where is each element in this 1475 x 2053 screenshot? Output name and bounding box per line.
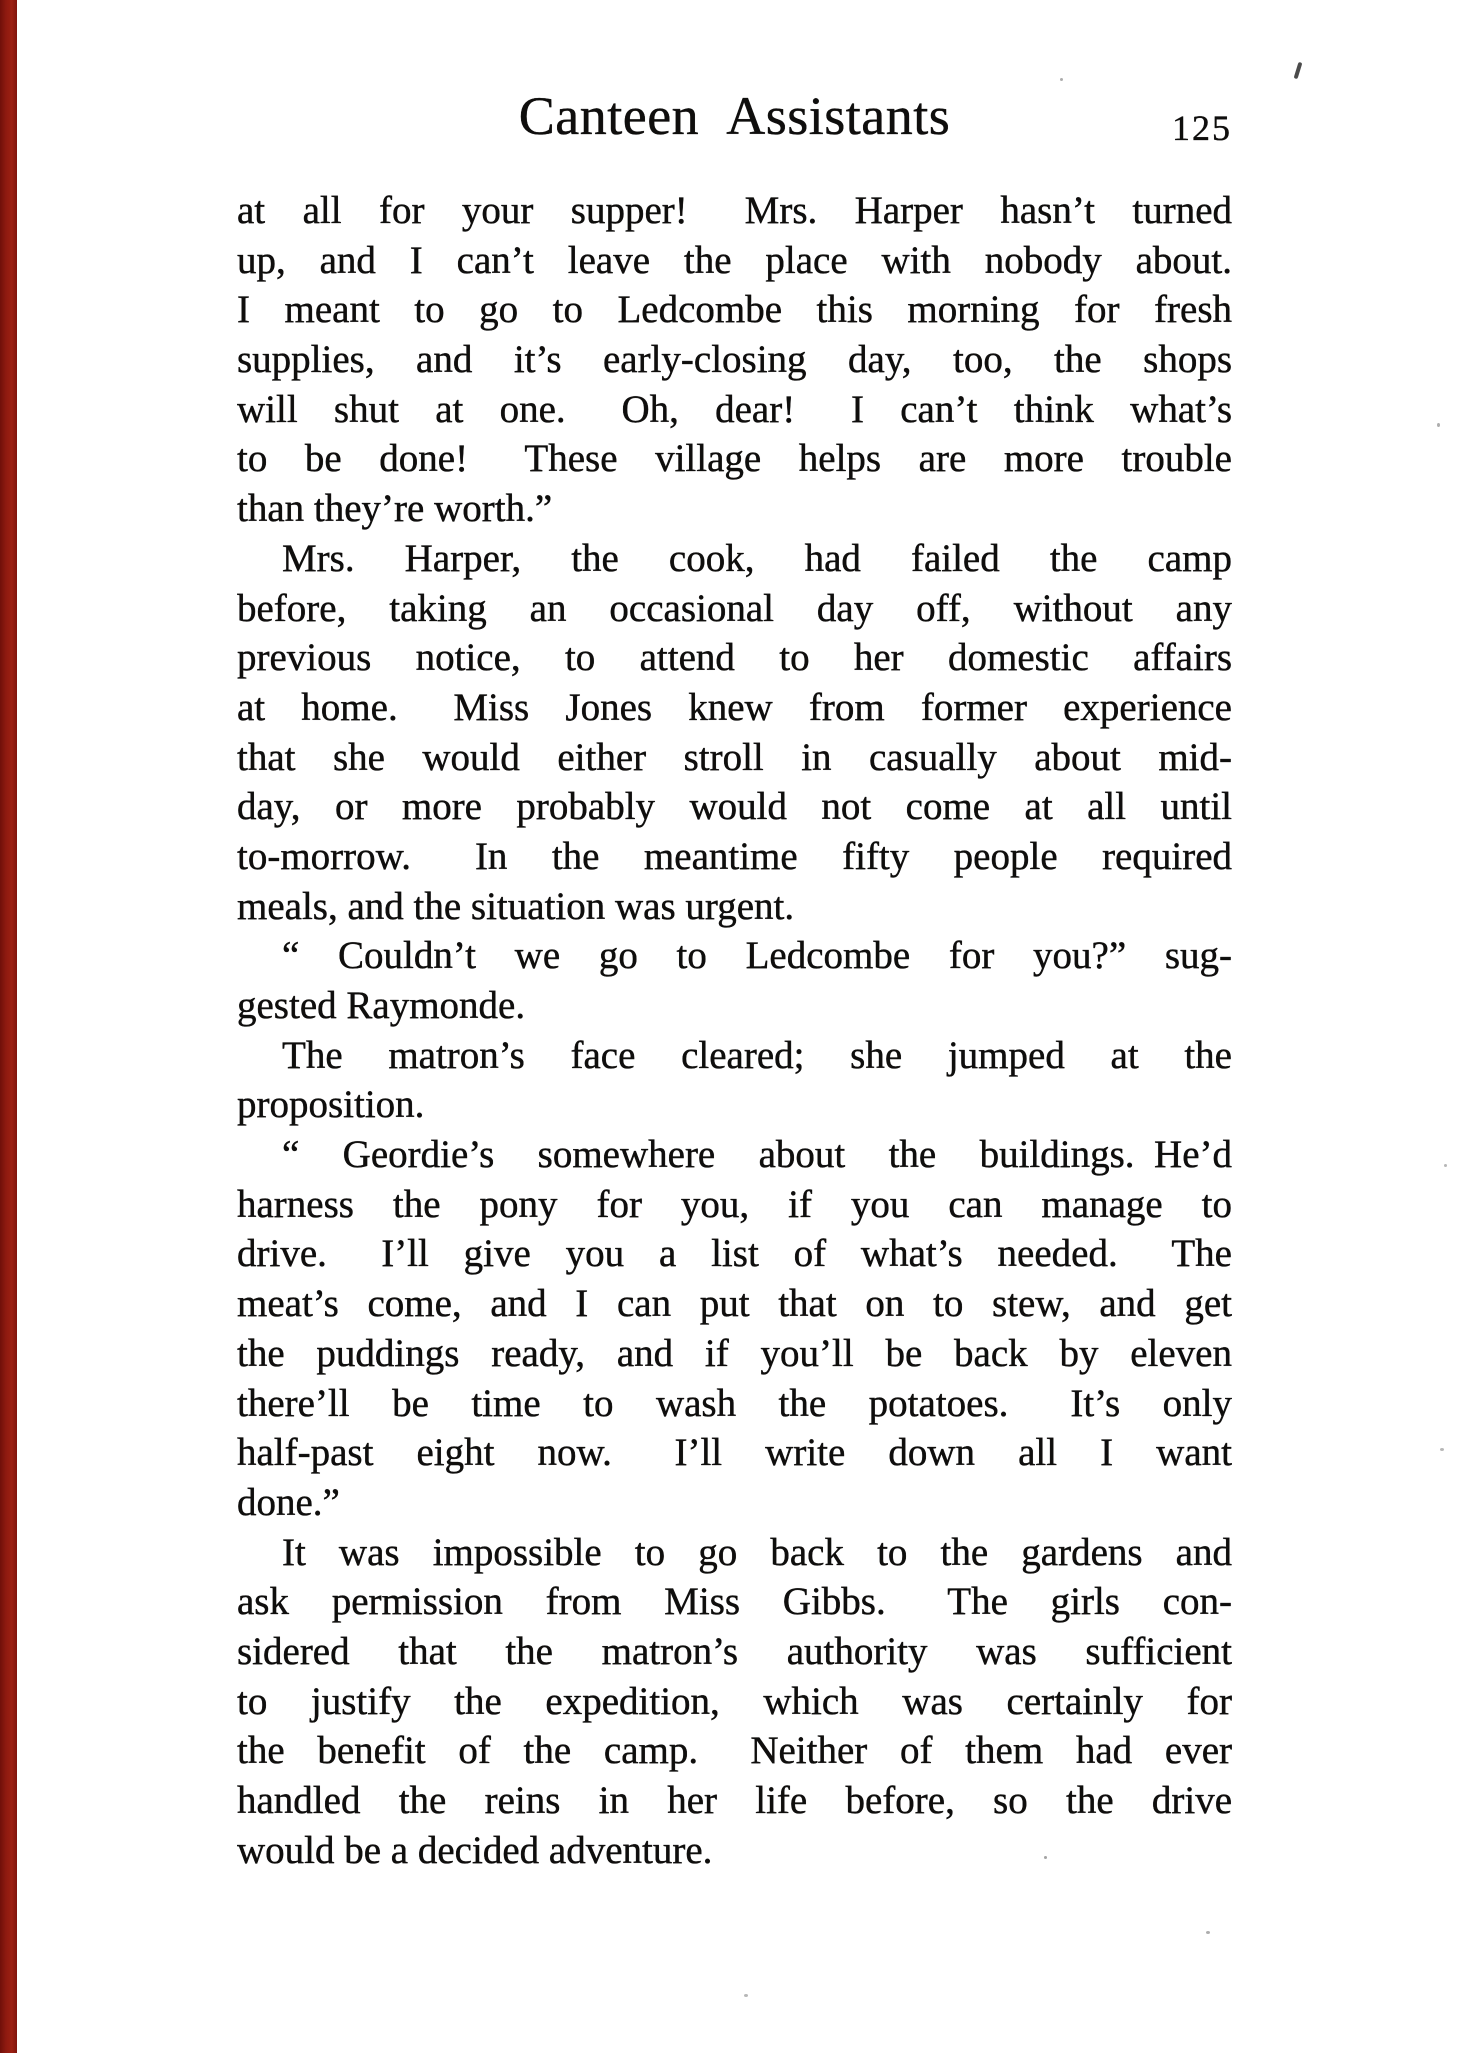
text-line: handled the reins in her life before, so the drive (237, 1779, 1232, 1822)
text-line: the puddings ready, and if you’ll be back by eleven (237, 1331, 1232, 1375)
text-line: than they’re worth.” (237, 487, 553, 531)
scan-speck (1440, 1448, 1444, 1451)
page-number: 125 (1172, 108, 1232, 148)
scan-speck (1206, 1931, 1210, 1934)
text-line: supplies, and it’s early-closing day, too, the shops (237, 338, 1232, 382)
text-line: done.” (237, 1480, 340, 1524)
text-line: the benefit of the camp. Neither of them had ever (237, 1729, 1232, 1773)
text-line: “ Geordie’s somewhere about the buildings. He’d (282, 1133, 1232, 1177)
text-line: previous notice, to attend to her domestic affairs (237, 636, 1232, 680)
text-line: that she would either stroll in casually about mid- (237, 735, 1232, 779)
chapter-title: Canteen Assistants (518, 86, 951, 146)
page-header (237, 84, 1232, 148)
text-line: “ Couldn’t we go to Ledcombe for you?” sug- (282, 934, 1232, 978)
text-line: harness the pony for you, if you can manage to (237, 1182, 1232, 1226)
text-line: to-morrow. In the meantime fifty people required (237, 834, 1232, 878)
text-block (237, 186, 1232, 1875)
text-line: day, or more probably would not come at all until (237, 785, 1232, 829)
text-line: there’ll be time to wash the potatoes. It’s only (237, 1381, 1232, 1425)
text-line: I meant to go to Ledcombe this morning for fresh (237, 288, 1232, 332)
text-line: The matron’s face cleared; she jumped at the (282, 1033, 1232, 1077)
text-line: It was impossible to go back to the gardens and (282, 1530, 1232, 1574)
text-line: drive. I’ll give you a list of what’s needed. The (237, 1232, 1232, 1276)
text-line: half-past eight now. I’ll write down all I want (237, 1431, 1232, 1475)
text-line: at all for your supper! Mrs. Harper hasn’t turned (237, 189, 1232, 232)
book-spine-edge (0, 0, 17, 2053)
text-line: meals, and the situation was urgent. (237, 884, 795, 928)
text-line: to be done! These village helps are more trouble (237, 437, 1232, 481)
text-line: to justify the expedition, which was certainly for (237, 1679, 1232, 1723)
text-line: gested Raymonde. (237, 984, 526, 1027)
text-line: would be a decided adventure. (237, 1828, 713, 1872)
text-line: will shut at one. Oh, dear! I can’t think what’s (237, 387, 1232, 431)
text-line: Mrs. Harper, the cook, had failed the camp (282, 536, 1232, 580)
scan-speck (1044, 1856, 1047, 1859)
scan-speck (1060, 78, 1063, 81)
text-line: up, and I can’t leave the place with nobody about. (237, 238, 1232, 282)
text-line: at home. Miss Jones knew from former experience (237, 685, 1232, 729)
scan-speck (744, 1994, 748, 1997)
text-line: ask permission from Miss Gibbs. The girls con- (237, 1580, 1232, 1624)
scratch-mark (1294, 62, 1303, 79)
scan-speck (1444, 1164, 1447, 1167)
text-line: before, taking an occasional day off, without any (237, 586, 1232, 630)
text-line: proposition. (237, 1083, 425, 1127)
scan-speck (1437, 423, 1440, 427)
text-line: meat’s come, and I can put that on to stew, and get (237, 1282, 1232, 1326)
text-line: sidered that the matron’s authority was sufficient (237, 1629, 1232, 1673)
